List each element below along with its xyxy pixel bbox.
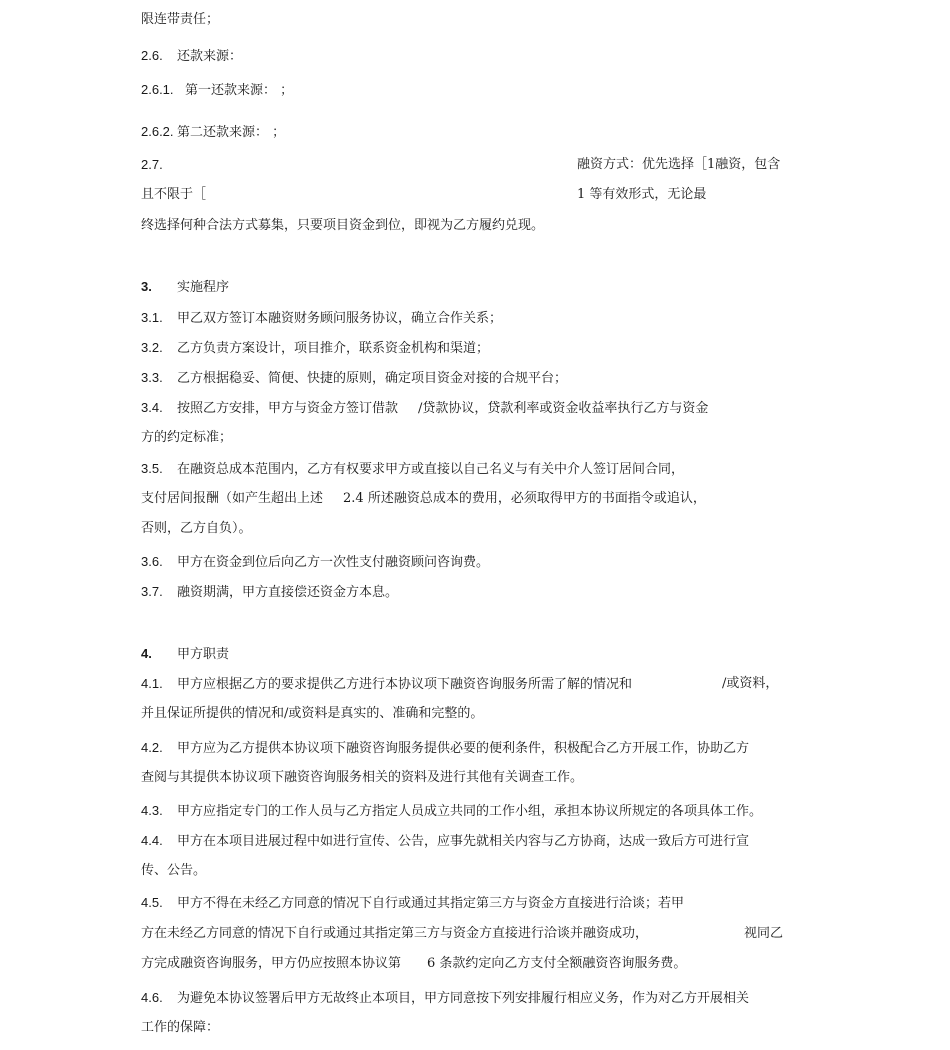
clause-3-1 [141, 310, 502, 327]
clause-text: 乙方负责方案设计，项目推介，联系资金机构和渠道； [177, 341, 490, 356]
clause-number: 3.3. [141, 370, 163, 385]
clause-text: 融资期满，甲方直接偿还资金方本息。 [177, 585, 399, 600]
clause-3-2 [141, 340, 489, 357]
clause-4-1-continued [722, 676, 778, 692]
clause-2-7-number [141, 157, 177, 174]
clause-2-6-1 [141, 82, 293, 99]
clause-text: 甲方应为乙方提供本协议项下融资咨询服务提供必要的便利条件，积极配合乙方开展工作，协助乙方 [177, 741, 750, 756]
clause-text-continued: /或资料， [722, 676, 779, 691]
section-number: 3. [141, 279, 152, 294]
clause-text: 甲乙双方签订本融资财务顾问服务协议，确立合作关系； [177, 311, 503, 326]
clause-4-3 [141, 803, 762, 820]
clause-number: 3.2. [141, 340, 163, 355]
clause-3-3 [141, 370, 567, 387]
paragraph-text-continued: 视同乙 [744, 926, 784, 941]
paragraph-text: 方的约定标准； [141, 430, 233, 445]
text-line [141, 430, 232, 446]
clause-2-7-text [577, 157, 780, 173]
clause-text: 融资方式：优先选择［1融资，包含 [577, 157, 781, 172]
paragraph-text: 查阅与其提供本协议项下融资咨询服务相关的资料及进行其他有关调查工作。 [141, 770, 584, 785]
clause-4-2 [141, 740, 749, 757]
paragraph-text: 1 等有效形式，无论最 [577, 187, 707, 202]
text-line [141, 1020, 219, 1036]
section-3-heading [141, 279, 229, 296]
clause-3-5 [141, 461, 684, 478]
clause-4-6 [141, 990, 749, 1007]
clause-3-4 [141, 400, 708, 417]
clause-number: 4.4. [141, 833, 163, 848]
clause-number: 3.4. [141, 400, 163, 415]
clause-2-6-2 [141, 124, 285, 141]
clause-text: 第一还款来源： ； [185, 83, 294, 98]
paragraph-text: 传、公告。 [141, 863, 207, 878]
clause-text: 乙方根据稳妥、简便、快捷的原则，确定项目资金对接的合规平台； [177, 371, 568, 386]
clause-number: 2.7. [141, 157, 163, 172]
text-line [141, 770, 583, 786]
paragraph-text: 并且保证所提供的情况和/或资料是真实的、准确和完整的。 [141, 706, 484, 721]
clause-2-6 [141, 48, 242, 65]
clause-4-4 [141, 833, 749, 850]
clause-number: 3.5. [141, 461, 163, 476]
text-line [141, 926, 648, 942]
text-line-continued [744, 926, 783, 942]
clause-number: 3.1. [141, 310, 163, 325]
clause-number: 3.6. [141, 554, 163, 569]
paragraph-text: 支付居间报酬（如产生超出上述 [141, 491, 324, 506]
clause-number: 2.6. [141, 48, 163, 63]
clause-text: 在融资总成本范围内，乙方有权要求甲方或直接以自己名义与有关中介人签订居间合同， [177, 462, 685, 477]
clause-text: 甲方在本项目进展过程中如进行宣传、公告，应事先就相关内容与乙方协商，达成一致后方可进行宣 [177, 834, 750, 849]
text-line [141, 12, 219, 28]
text-line [577, 187, 706, 203]
clause-4-5 [141, 895, 684, 912]
clause-text-continued: /贷款协议，贷款利率或资金收益率执行乙方与资金 [418, 401, 709, 416]
clause-3-6 [141, 554, 489, 571]
section-title: 实施程序 [177, 280, 230, 295]
clause-text: 甲方应根据乙方的要求提供乙方进行本协议项下融资咨询服务所需了解的情况和 [177, 677, 633, 692]
paragraph-text: 工作的保障： [141, 1020, 220, 1035]
clause-number: 4.1. [141, 676, 163, 691]
paragraph-text: 方在未经乙方同意的情况下自行或通过其指定第三方与资金方直接进行洽谈并融资成功， [141, 926, 649, 941]
paragraph-text: 方完成融资咨询服务，甲方仍应按照本协议第 [141, 956, 402, 971]
clause-text: 还款来源： [177, 49, 243, 64]
clause-number: 4.5. [141, 895, 163, 910]
clause-text: 甲方不得在未经乙方同意的情况下自行或通过其指定第三方与资金方直接进行洽谈；若甲 [177, 896, 685, 911]
text-line [141, 521, 252, 537]
clause-text: 甲方在资金到位后向乙方一次性支付融资顾问咨询费。 [177, 555, 490, 570]
text-line [141, 863, 206, 879]
paragraph-text: 终选择何种合法方式募集，只要项目资金到位，即视为乙方履约兑现。 [141, 218, 545, 233]
section-title: 甲方职责 [177, 647, 230, 662]
text-line [141, 956, 686, 972]
text-line [141, 187, 206, 203]
paragraph-text: 且不限于［ [141, 187, 207, 202]
clause-number: 2.6.1. [141, 82, 174, 97]
text-line [141, 218, 544, 234]
clause-3-7 [141, 584, 398, 601]
clause-number: 4.2. [141, 740, 163, 755]
clause-text: 甲方应指定专门的工作人员与乙方指定人员成立共同的工作小组，承担本协议所规定的各项具体工作。 [177, 804, 763, 819]
clause-4-1 [141, 676, 632, 693]
section-number: 4. [141, 646, 152, 661]
text-line [141, 706, 483, 722]
paragraph-text-continued: 6 条款约定向乙方支付全额融资咨询服务费。 [427, 956, 687, 971]
clause-number: 4.3. [141, 803, 163, 818]
section-4-heading [141, 646, 229, 663]
paragraph-text-continued: 2.4 所述融资总成本的费用，必须取得甲方的书面指令或追认， [343, 491, 706, 506]
clause-number: 3.7. [141, 584, 163, 599]
clause-text: 按照乙方安排，甲方与资金方签订借款 [177, 401, 399, 416]
clause-number: 2.6.2. [141, 124, 174, 139]
paragraph-text: 限连带责任； [141, 12, 220, 27]
clause-text: 第二还款来源： ； [177, 125, 286, 140]
text-line [141, 491, 706, 507]
paragraph-text: 否则，乙方自负）。 [141, 521, 252, 536]
clause-text: 为避免本协议签署后甲方无故终止本项目，甲方同意按下列安排履行相应义务，作为对乙方开展相关 [177, 991, 750, 1006]
clause-number: 4.6. [141, 990, 163, 1005]
